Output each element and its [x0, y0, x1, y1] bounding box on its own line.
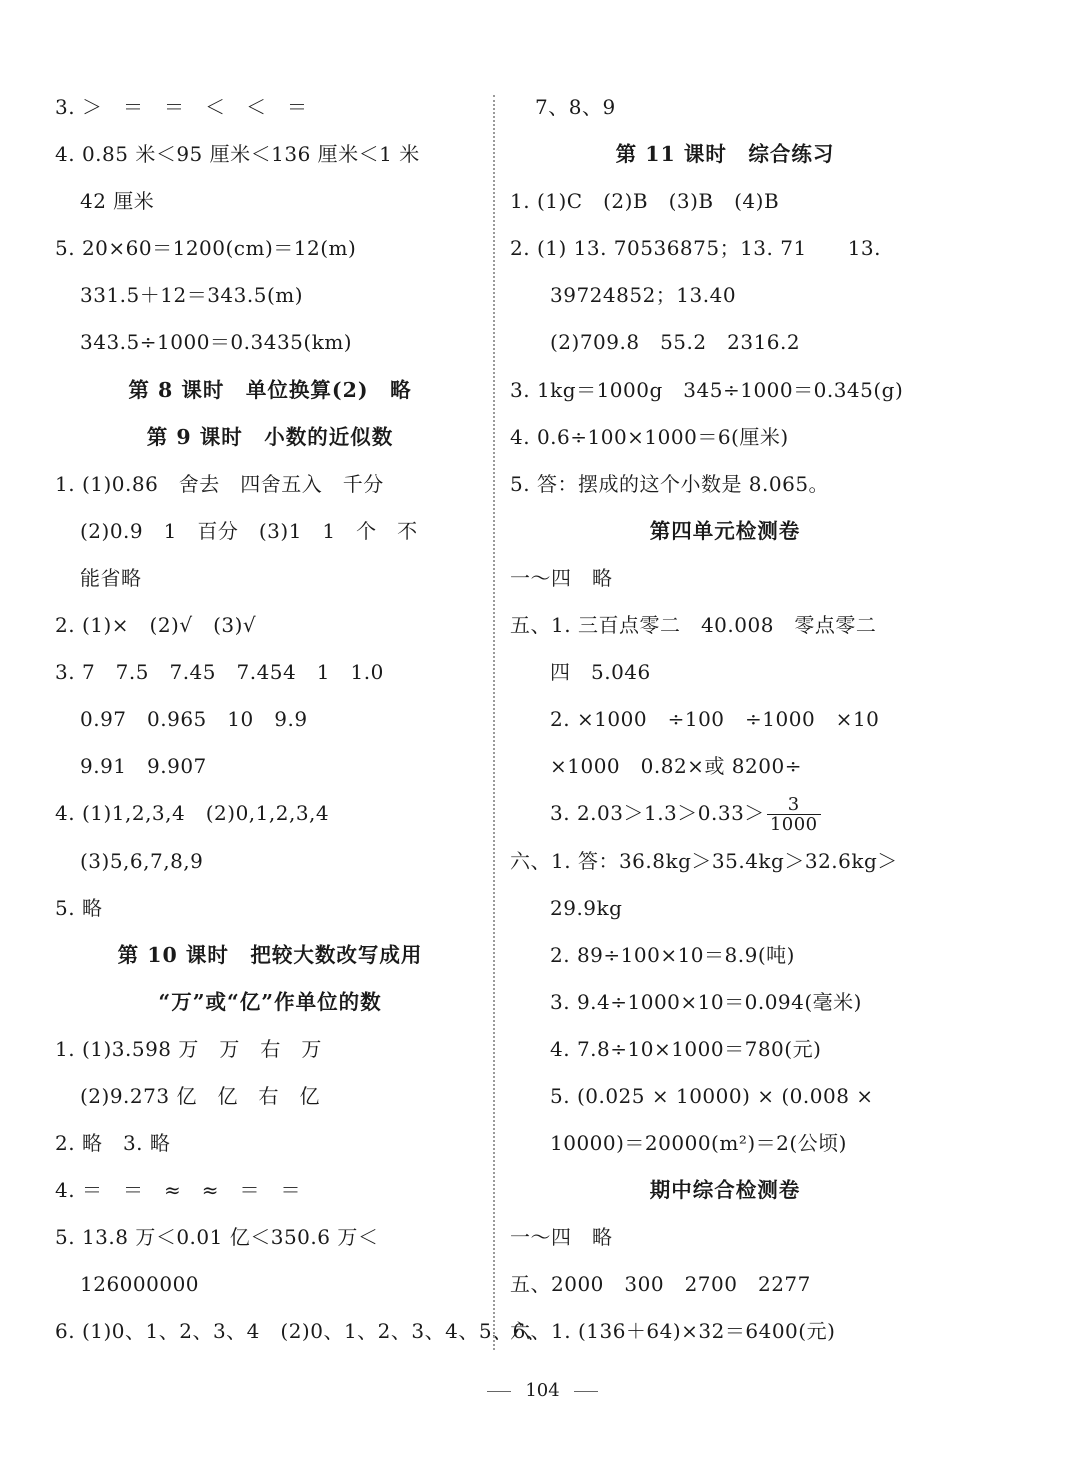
answer-line: 3. ＞ ＝ ＝ ＜ ＜ ＝ [55, 95, 308, 119]
left-column [55, 84, 547, 1356]
fraction-denominator: 1000 [767, 814, 821, 835]
answer-line: 一～四 略 [510, 1225, 613, 1250]
unit-test-heading: 期中综合检测卷 [649, 1178, 801, 1203]
answer-line: 331.5＋12＝343.5(m) [80, 283, 304, 308]
answer-line: (2)709.8 55.2 2316.2 [550, 330, 801, 355]
answer-line: 1. (1)0.86 舍去 四舍五入 千分 [55, 471, 384, 496]
answer-line: 3. 1kg＝1000g 345÷1000＝0.345(g) [510, 377, 904, 402]
answer-line: 4. 0.6÷100×1000＝6(厘米) [510, 424, 789, 449]
answer-line: 343.5÷1000＝0.3435(km) [80, 330, 353, 355]
footer-dash-left [487, 1391, 511, 1392]
answer-line: 五、1. 三百点零二 40.008 零点零二 [510, 613, 877, 638]
right-column [510, 84, 940, 1356]
answer-line: 四 5.046 [550, 660, 651, 685]
answer-line: 6. (1)0、1、2、3、4 (2)0、1、2、3、4、5、6、 [55, 1319, 547, 1344]
answer-line: ×1000 0.82×或 8200÷ [550, 754, 802, 779]
answer-line: 42 厘米 [80, 189, 155, 214]
answer-line: 5. 答：摆成的这个小数是 8.065。 [510, 471, 830, 496]
page-number: 104 [525, 1380, 560, 1401]
column-divider [493, 95, 495, 1350]
lesson-heading: 第 9 课时 小数的近似数 [146, 424, 394, 449]
answer-line: 10000)＝20000(m²)＝2(公顷) [550, 1131, 847, 1156]
answer-line: 126000000 [80, 1272, 200, 1297]
answer-line: (2)9.273 亿 亿 右 亿 [80, 1083, 320, 1108]
answer-line: 5. (0.025 × 10000) × (0.008 × [550, 1083, 874, 1108]
fraction-prefix: 3. 2.03＞1.3＞0.33＞ [550, 801, 765, 826]
answer-line: 7、8、9 [535, 95, 616, 119]
answer-line: 5. 20×60＝1200(cm)＝12(m) [55, 236, 357, 261]
answer-line: 一～四 略 [510, 565, 613, 590]
lesson-heading: 第 11 课时 综合练习 [615, 142, 835, 167]
answer-line: 39724852；13.40 [550, 283, 737, 308]
answer-line: 4. 7.8÷10×1000＝780(元) [550, 1036, 822, 1061]
unit-test-heading: 第四单元检测卷 [649, 518, 801, 543]
answer-line: 4. ＝ ＝ ≈ ≈ ＝ ＝ [55, 1178, 301, 1203]
answer-line: (2)0.9 1 百分 (3)1 1 个 不 [80, 518, 418, 543]
answer-line: 5. 略 [55, 895, 103, 920]
answer-line: 3. 9.4÷1000×10＝0.094(毫米) [550, 989, 862, 1014]
answer-line: 2. (1) 13. 70536875；13. 71 13. [510, 236, 882, 261]
answer-line: 六、1. 答：36.8kg＞35.4kg＞32.6kg＞ [510, 848, 898, 873]
answer-line: 2. 89÷100×10＝8.9(吨) [550, 942, 795, 967]
answer-line: 5. 13.8 万＜0.01 亿＜350.6 万＜ [55, 1225, 379, 1250]
answer-line: 3. 7 7.5 7.45 7.454 1 1.0 [55, 660, 384, 685]
answer-line: 五、2000 300 2700 2277 [510, 1272, 811, 1297]
footer-dash-right [574, 1391, 598, 1392]
answer-line-with-fraction [510, 790, 940, 837]
answer-line: 1. (1)3.598 万 万 右 万 [55, 1036, 322, 1061]
answer-line: 1. (1)C (2)B (3)B (4)B [510, 189, 780, 214]
lesson-heading: “万”或“亿”作单位的数 [158, 989, 382, 1014]
fraction [767, 795, 821, 836]
fraction-numerator: 3 [787, 793, 800, 815]
lesson-heading: 第 8 课时 单位换算(2) 略 [128, 377, 412, 402]
answer-line: 4. 0.85 米＜95 厘米＜136 厘米＜1 米 [55, 142, 420, 167]
page-footer [0, 1380, 1085, 1401]
answer-line: (3)5,6,7,8,9 [80, 848, 204, 873]
answer-line: 4. (1)1,2,3,4 (2)0,1,2,3,4 [55, 801, 330, 826]
lesson-heading: 第 10 课时 把较大数改写成用 [117, 942, 423, 967]
answer-line: 2. (1)× (2)√ (3)√ [55, 613, 257, 638]
answer-line: 9.91 9.907 [80, 754, 207, 779]
answer-line: 29.9kg [550, 895, 623, 920]
answer-line: 六、1. (136＋64)×32＝6400(元) [510, 1319, 836, 1344]
answer-line: 2. ×1000 ÷100 ÷1000 ×10 [550, 707, 880, 732]
answer-line: 2. 略 3. 略 [55, 1131, 171, 1156]
answer-line: 0.97 0.965 10 9.9 [80, 707, 308, 732]
answer-line: 能省略 [80, 565, 142, 590]
